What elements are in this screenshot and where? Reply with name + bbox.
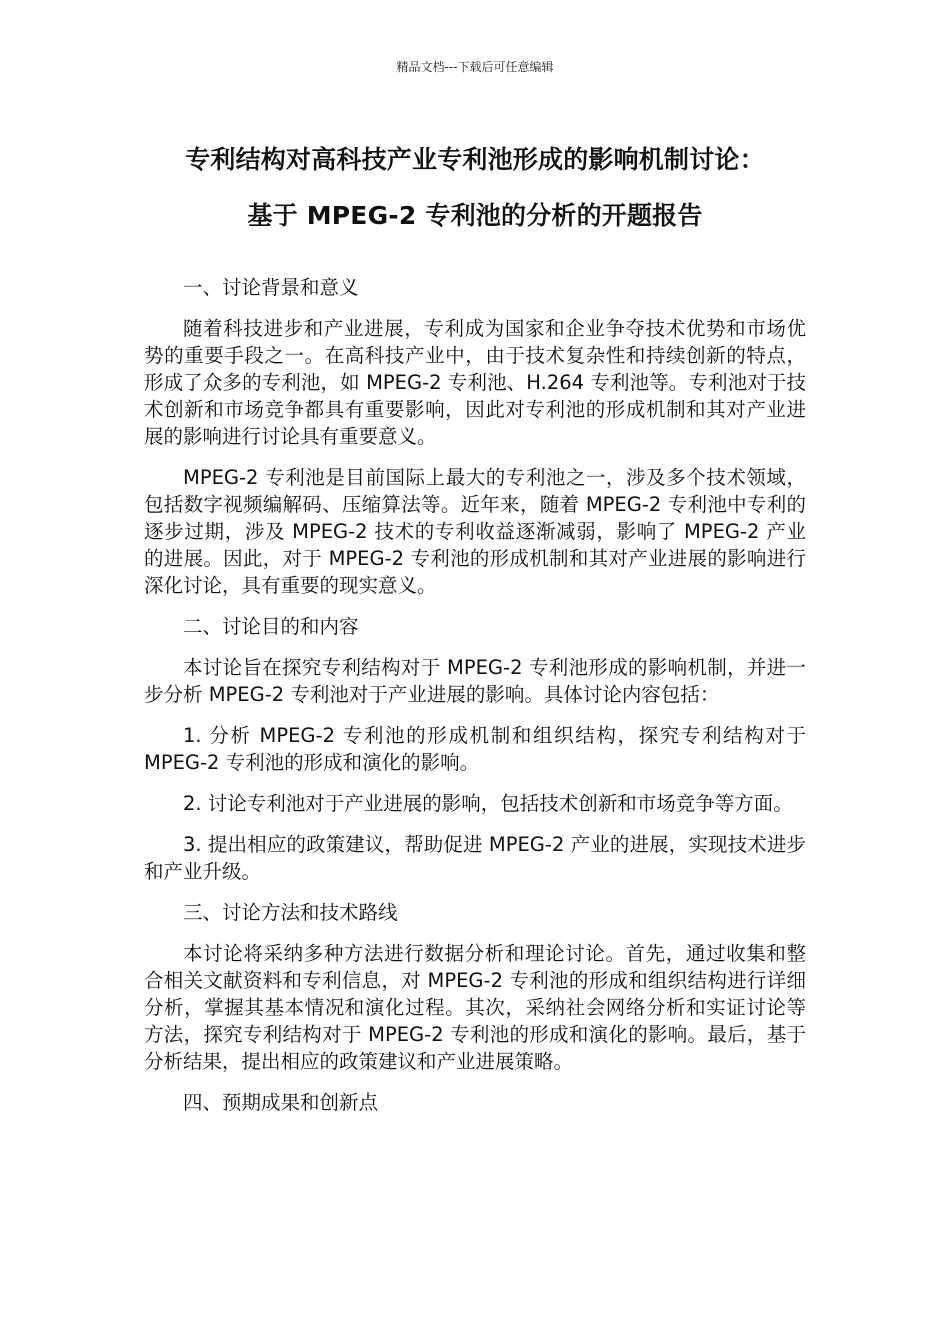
document-title-line1: 专利结构对高科技产业专利池形成的影响机制讨论： bbox=[185, 145, 765, 174]
document-body bbox=[144, 274, 806, 1130]
paragraph: 本讨论将采纳多种方法进行数据分析和理论讨论。首先，通过收集和整合相关文献资料和专利信息，对 MPEG-2 专利池的形成和组织结构进行详细分析，掌握其基本情况和演化过程。其次，采纳社会网络分析和实证讨论等方法，探究专利结构对于 MPEG-2 专利池的形成和演化的影响。最后，基于分析结果，提出相应的政策建议和产业进展策略。 bbox=[144, 942, 806, 1073]
header-note: 精品文档---下载后可任意编辑 bbox=[396, 60, 554, 74]
paragraph: 随着科技进步和产业进展，专利成为国家和企业争夺技术优势和市场优势的重要手段之一。在高科技产业中，由于技术复杂性和持续创新的特点，形成了众多的专利池，如 MPEG-2 专利池、H.264 专利池等。专利池对于技术创新和市场竞争都具有重要影响，因此对专利池的形成机制和其对产业进展的影响进行讨论具有重要意义。 bbox=[144, 317, 806, 448]
list-item: 3. 提出相应的政策建议，帮助促进 MPEG-2 产业的进展，实现技术进步和产业升级。 bbox=[144, 833, 806, 883]
paragraph: MPEG-2 专利池是目前国际上最大的专利池之一，涉及多个技术领域，包括数字视频编解码、压缩算法等。近年来，随着 MPEG-2 专利池中专利的逐步过期，涉及 MPEG-2 技术的专利收益逐渐减弱，影响了 MPEG-2 产业的进展。因此，对于 MPEG-2 专利池的形成机制和其对产业进展的影响进行深化讨论，具有重要的现实意义。 bbox=[144, 466, 806, 597]
document-title-line2: 基于 MPEG-2 专利池的分析的开题报告 bbox=[247, 201, 703, 230]
section-heading: 一、讨论背景和意义 bbox=[183, 276, 359, 299]
section-heading: 三、讨论方法和技术路线 bbox=[183, 901, 398, 924]
list-item: 1. 分析 MPEG-2 专利池的形成机制和组织结构，探究专利结构对于 MPEG-2 专利池的形成和演化的影响。 bbox=[144, 724, 806, 774]
list-item: 2. 讨论专利池对于产业进展的影响，包括技术创新和市场竞争等方面。 bbox=[183, 792, 793, 815]
paragraph: 本讨论旨在探究专利结构对于 MPEG-2 专利池形成的影响机制，并进一步分析 MPEG-2 专利池对于产业进展的影响。具体讨论内容包括： bbox=[144, 656, 806, 706]
section-heading: 二、讨论目的和内容 bbox=[183, 615, 359, 638]
section-heading: 四、预期成果和创新点 bbox=[183, 1091, 379, 1114]
